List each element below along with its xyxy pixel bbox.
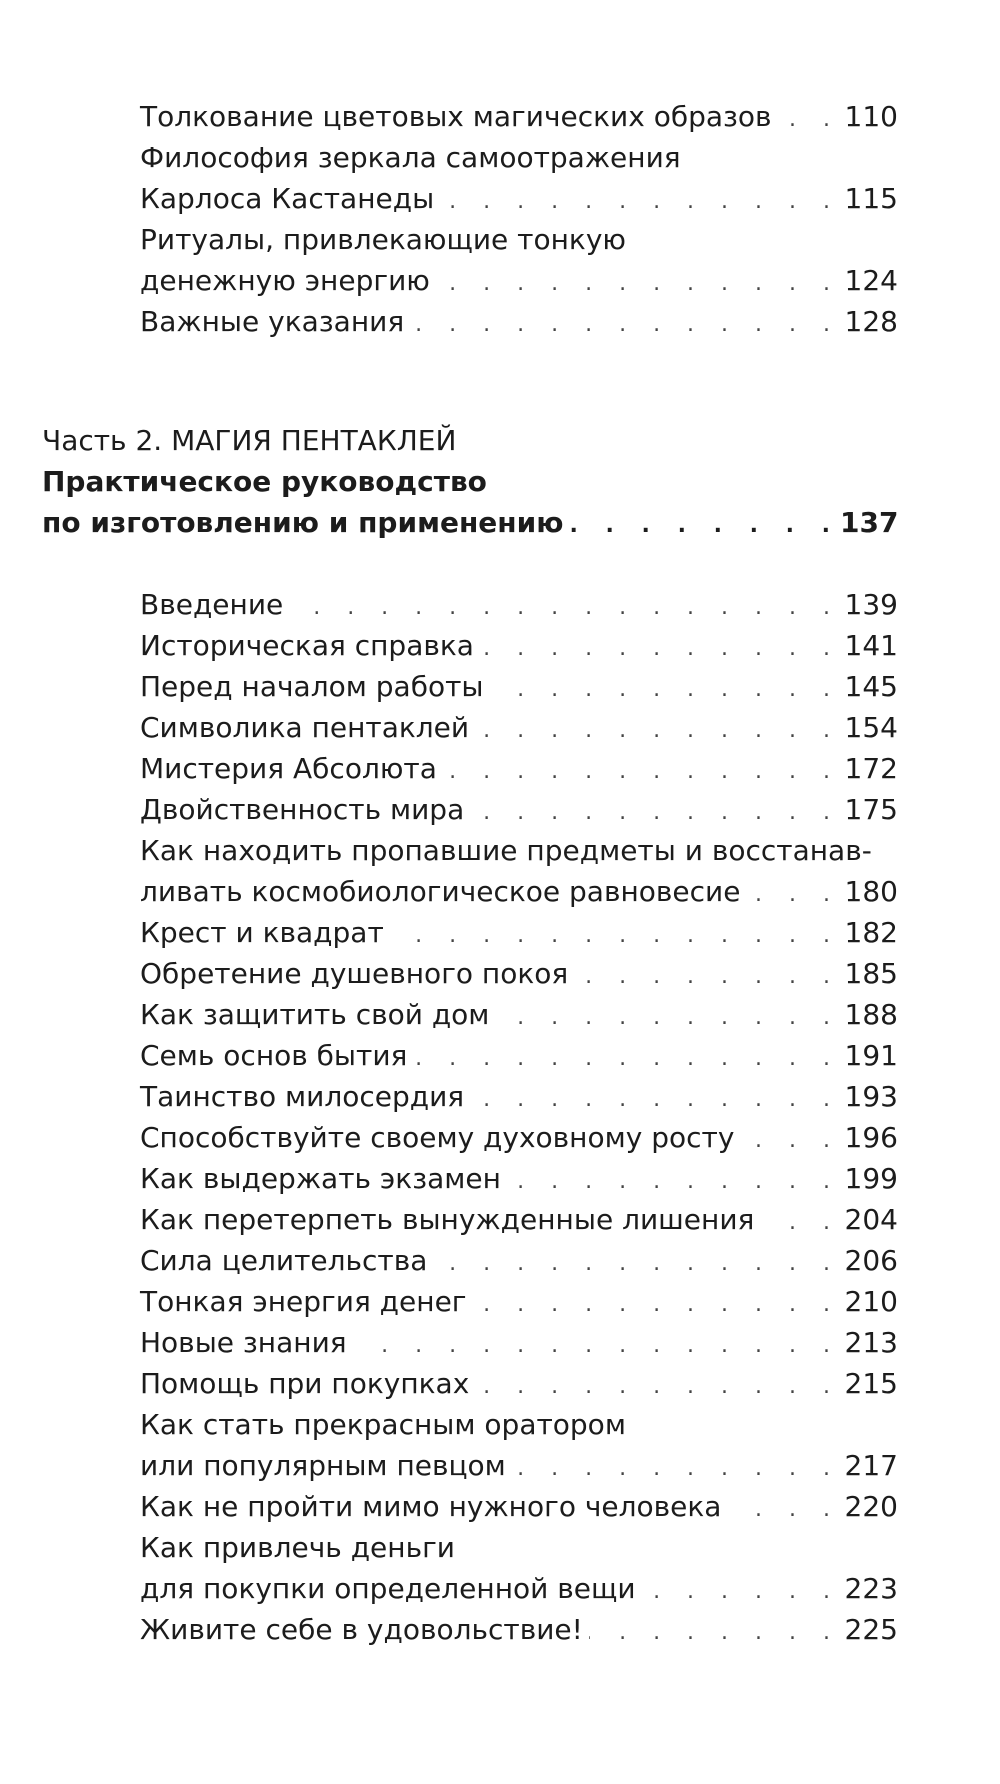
dot-leader (746, 874, 840, 915)
toc-entry[interactable] (140, 1609, 898, 1650)
toc-page-number: 175 (844, 793, 898, 826)
toc-entry-title: Символика пентаклей (140, 711, 470, 744)
toc-entry[interactable] (140, 1363, 898, 1404)
dot-leader (760, 1202, 840, 1243)
toc-entry-title: Крест и квадрат (140, 916, 384, 949)
toc-entry[interactable] (140, 260, 898, 301)
toc-entry-line[interactable]: Как находить пропавшие предметы и восстанав- (140, 834, 872, 867)
toc-entry-title: Новые знания (140, 1326, 347, 1359)
dot-leader (507, 1161, 840, 1202)
toc-entry-line[interactable]: Философия зеркала самоотражения (140, 141, 681, 174)
dot-leader (473, 1284, 840, 1325)
dot-leader (490, 669, 840, 710)
toc-entry-title: денежную энергию (140, 264, 430, 297)
toc-page-number: 110 (844, 100, 898, 133)
toc-entry-title: Способствуйте своему духовному росту (140, 1121, 735, 1154)
toc-entry-title: Мистерия Абсолюта (140, 752, 437, 785)
toc-entry[interactable] (140, 625, 898, 666)
dot-leader (475, 1366, 840, 1407)
toc-entry[interactable] (140, 994, 898, 1035)
toc-entry-title: Сила целительства (140, 1244, 428, 1277)
toc-part2-entries (0, 584, 1000, 1650)
toc-entry[interactable] (140, 1445, 898, 1486)
toc-entry-line[interactable]: Как привлечь деньги (140, 1531, 455, 1564)
dot-leader (470, 1079, 840, 1120)
toc-entry[interactable] (140, 1199, 898, 1240)
part-subtitle-entry[interactable] (42, 502, 898, 543)
toc-page-number: 137 (840, 506, 899, 539)
toc-entry[interactable] (140, 789, 898, 830)
toc-entry-title: Помощь при покупках (140, 1367, 470, 1400)
dot-leader (778, 99, 840, 140)
toc-entry-title: или популярным певцом (140, 1449, 506, 1482)
toc-entry-title: Как перетерпеть вынужденные лишения (140, 1203, 755, 1236)
dot-leader (589, 1612, 840, 1653)
toc-entry[interactable] (140, 871, 898, 912)
toc-entry[interactable] (140, 912, 898, 953)
dot-leader (443, 751, 840, 792)
toc-entry[interactable] (140, 1568, 898, 1609)
toc-page-number: 124 (844, 264, 898, 297)
toc-entry-title: для покупки определенной вещи (140, 1572, 636, 1605)
toc-entry-title: Двойственность мира (140, 793, 465, 826)
toc-entry[interactable] (140, 178, 898, 219)
toc-entry-line[interactable]: Как стать прекрасным оратором (140, 1408, 626, 1441)
part-subtitle-line[interactable]: Практическое руководство (42, 465, 487, 498)
toc-entry-title: Перед началом работы (140, 670, 484, 703)
toc-entry[interactable] (140, 96, 898, 137)
toc-page-number: 217 (844, 1449, 898, 1482)
toc-entry-title: Как выдержать экзамен (140, 1162, 501, 1195)
toc-entry[interactable] (140, 1240, 898, 1281)
toc-entry-title: Историческая справка (140, 629, 474, 662)
dot-leader (642, 1571, 840, 1612)
toc-entry-title: Введение (140, 588, 284, 621)
dot-leader (410, 304, 840, 345)
toc-entry[interactable] (140, 301, 898, 342)
toc-entry[interactable] (140, 1035, 898, 1076)
toc-entry[interactable] (140, 666, 898, 707)
dot-leader (433, 1243, 840, 1284)
toc-entry-title: Таинство милосердия (140, 1080, 465, 1113)
toc-entry-title: Семь основ бытия (140, 1039, 408, 1072)
dot-leader (440, 181, 840, 222)
toc-entry[interactable] (140, 1281, 898, 1322)
toc-page-number: 196 (844, 1121, 898, 1154)
toc-entry[interactable] (140, 1076, 898, 1117)
toc-page-number: 220 (844, 1490, 898, 1523)
dot-leader (495, 997, 840, 1038)
toc-page-number: 180 (844, 875, 898, 908)
toc-page-number: 139 (844, 588, 898, 621)
toc-entry-line[interactable]: Ритуалы, привлекающие тонкую (140, 223, 626, 256)
toc-entry[interactable] (140, 1158, 898, 1199)
toc-page-number: 188 (844, 998, 898, 1031)
dot-leader (390, 915, 840, 956)
toc-entry-title: Обретение душевного покоя (140, 957, 569, 990)
dot-leader (436, 263, 840, 304)
toc-entry-title: Важные указания (140, 305, 405, 338)
toc-page-number: 128 (844, 305, 898, 338)
toc-page-number: 141 (844, 629, 898, 662)
toc-page-number: 145 (844, 670, 898, 703)
toc-page-number: 154 (844, 711, 898, 744)
toc-page-number: 115 (844, 182, 898, 215)
dot-leader (289, 587, 840, 628)
toc-entry[interactable] (140, 748, 898, 789)
toc-page-number: 225 (844, 1613, 898, 1646)
dot-leader (512, 1448, 840, 1489)
toc-part2-heading (0, 420, 1000, 543)
dot-leader (574, 956, 840, 997)
toc-part1-continuation (0, 96, 1000, 342)
dot-leader (353, 1325, 840, 1366)
toc-page-number: 206 (844, 1244, 898, 1277)
toc-entry-title: Как не пройти мимо нужного человека (140, 1490, 722, 1523)
toc-entry[interactable] (140, 953, 898, 994)
dot-leader (569, 505, 840, 546)
toc-page-number: 210 (844, 1285, 898, 1318)
part-heading[interactable]: Часть 2. МАГИЯ ПЕНТАКЛЕЙ (42, 424, 457, 457)
toc-page-number: 204 (844, 1203, 898, 1236)
part-subtitle-line: по изготовлению и применению (42, 506, 564, 539)
toc-page-number: 182 (844, 916, 898, 949)
toc-entry[interactable] (140, 1117, 898, 1158)
toc-entry[interactable] (140, 584, 898, 625)
dot-leader (470, 792, 840, 833)
toc-page-number: 215 (844, 1367, 898, 1400)
toc-page-number: 199 (844, 1162, 898, 1195)
toc-page-number: 223 (844, 1572, 898, 1605)
toc-page-number: 191 (844, 1039, 898, 1072)
dot-leader (740, 1120, 840, 1161)
toc-entry-title: Карлоса Кастанеды (140, 182, 435, 215)
toc-entry[interactable] (140, 707, 898, 748)
toc-entry-title: ливать космобиологическое равновесие (140, 875, 741, 908)
toc-entry-title: Как защитить свой дом (140, 998, 490, 1031)
dot-leader (480, 628, 840, 669)
toc-entry-title: Толкование цветовых магических образов (140, 100, 772, 133)
toc-page-number: 172 (844, 752, 898, 785)
toc-entry-title: Тонкая энергия денег (140, 1285, 467, 1318)
toc-entry[interactable] (140, 1322, 898, 1363)
toc-page-number: 213 (844, 1326, 898, 1359)
toc-entry-title: Живите себе в удовольствие! (140, 1613, 583, 1646)
toc-page-number: 193 (844, 1080, 898, 1113)
toc-page-number: 185 (844, 957, 898, 990)
toc-entry[interactable] (140, 1486, 898, 1527)
dot-leader (475, 710, 840, 751)
dot-leader (413, 1038, 840, 1079)
dot-leader (727, 1489, 840, 1530)
